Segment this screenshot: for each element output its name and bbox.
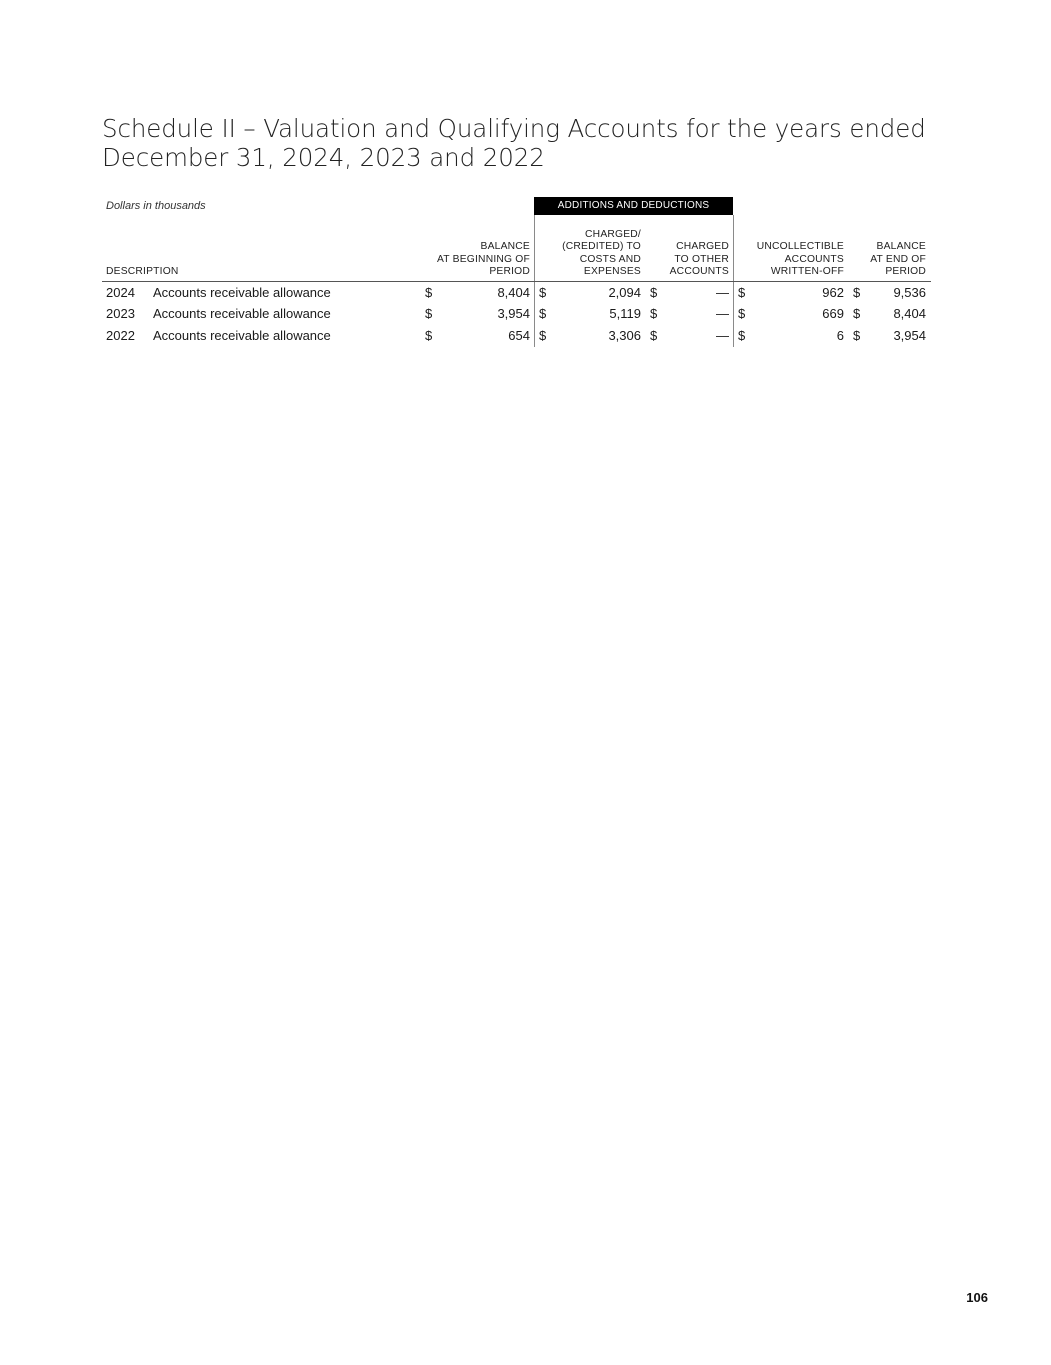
column-header-charged-costs: CHARGED/ (CREDITED) TO COSTS AND EXPENSES (562, 228, 641, 277)
units-note: Dollars in thousands (106, 200, 206, 212)
currency-symbol: $ (539, 328, 547, 343)
table-row (0, 283, 1051, 303)
currency-symbol: $ (650, 306, 658, 321)
row-year: 2024 (106, 285, 135, 300)
balance-end-value: 9,536 (893, 285, 926, 300)
currency-symbol: $ (853, 328, 861, 343)
row-description: Accounts receivable allowance (153, 285, 331, 300)
table-row (0, 304, 1051, 324)
column-header-written-off: UNCOLLECTIBLE ACCOUNTS WRITTEN-OFF (756, 241, 844, 277)
currency-symbol: $ (738, 285, 746, 300)
charged-costs-value: 5,119 (609, 306, 641, 321)
currency-symbol: $ (738, 328, 746, 343)
row-description: Accounts receivable allowance (153, 306, 331, 321)
currency-symbol: $ (853, 306, 861, 321)
row-year: 2022 (106, 328, 135, 343)
balance-begin-value: 654 (508, 328, 530, 343)
page-number: 106 (966, 1290, 988, 1305)
written-off-value: 962 (822, 285, 844, 300)
currency-symbol: $ (853, 285, 861, 300)
currency-symbol: $ (539, 285, 547, 300)
charged-other-value: — (716, 328, 729, 343)
charged-other-value: — (716, 306, 729, 321)
row-description: Accounts receivable allowance (153, 328, 331, 343)
title-line-1: Schedule II – Valuation and Qualifying Accounts for the years ended (102, 114, 926, 143)
column-header-description: DESCRIPTION (106, 266, 179, 277)
column-header-balance-end: BALANCE AT END OF PERIOD (870, 241, 926, 277)
currency-symbol: $ (539, 306, 547, 321)
currency-symbol: $ (650, 328, 658, 343)
additions-deductions-header: ADDITIONS AND DEDUCTIONS (534, 197, 733, 215)
row-year: 2023 (106, 306, 135, 321)
balance-begin-value: 3,954 (497, 306, 530, 321)
balance-begin-value: 8,404 (497, 285, 530, 300)
charged-costs-value: 2,094 (608, 285, 641, 300)
charged-costs-value: 3,306 (608, 328, 641, 343)
balance-end-value: 8,404 (893, 306, 926, 321)
currency-symbol: $ (650, 285, 658, 300)
table-row (0, 326, 1051, 346)
written-off-value: 6 (836, 328, 844, 343)
currency-symbol: $ (425, 306, 433, 321)
page-title (102, 114, 962, 172)
currency-symbol: $ (738, 306, 746, 321)
column-header-balance-begin: BALANCE AT BEGINNING OF PERIOD (436, 241, 530, 277)
balance-end-value: 3,954 (893, 328, 926, 343)
currency-symbol: $ (425, 328, 433, 343)
header-rule (102, 281, 931, 282)
title-line-2: December 31, 2024, 2023 and 2022 (102, 143, 545, 172)
currency-symbol: $ (425, 285, 433, 300)
charged-other-value: — (716, 285, 729, 300)
column-header-charged-other: CHARGED TO OTHER ACCOUNTS (669, 241, 729, 277)
written-off-value: 669 (822, 306, 844, 321)
